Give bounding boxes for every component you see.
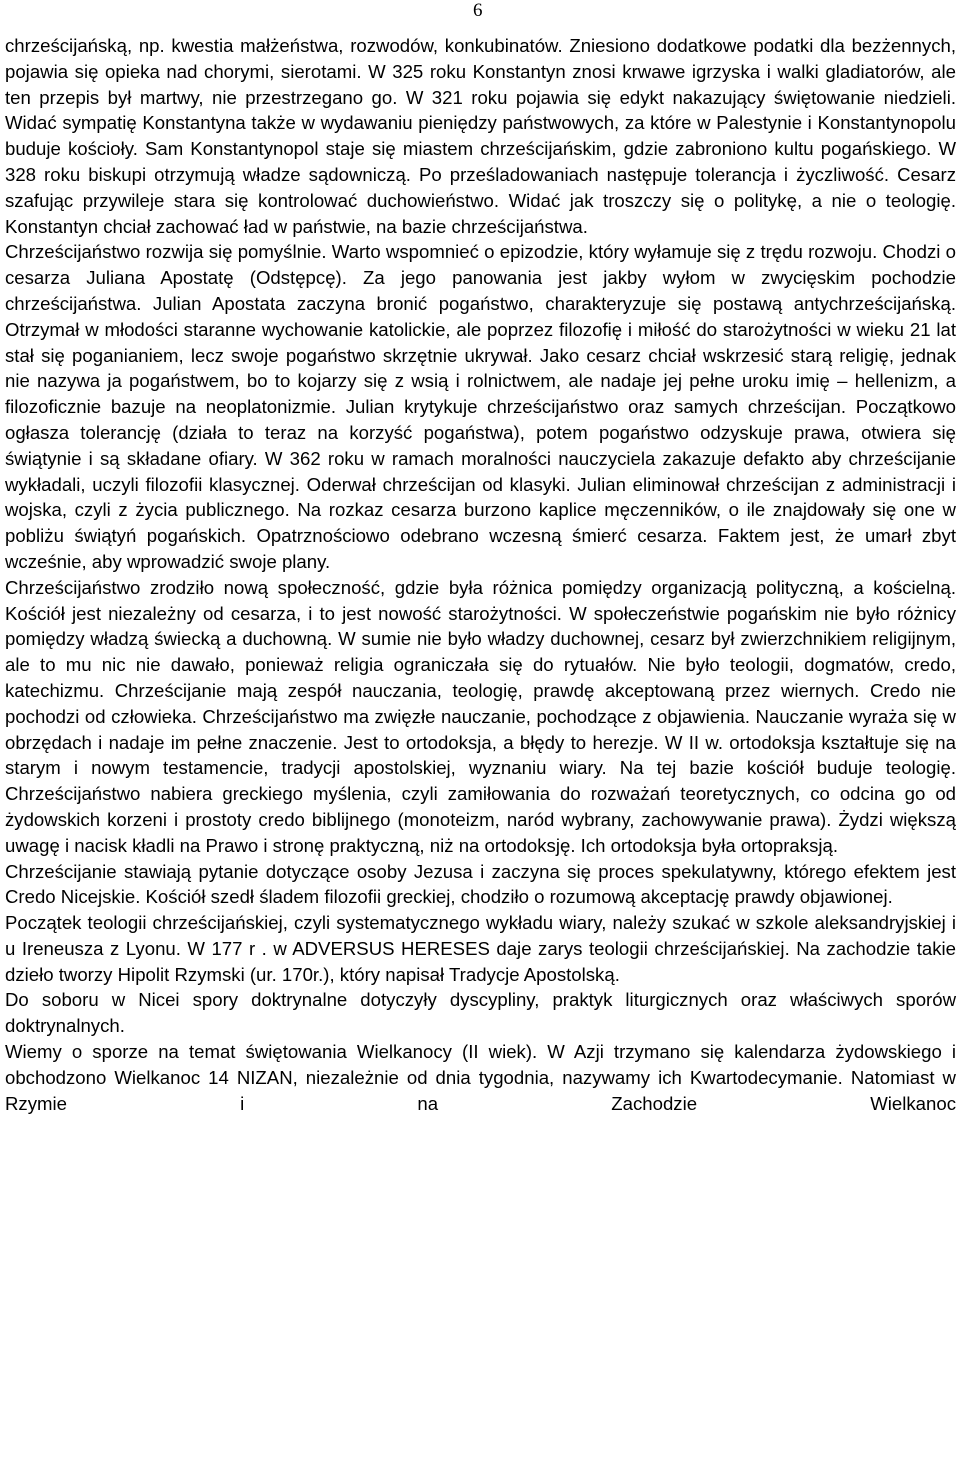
paragraph-orthodoxy: Chrześcijaństwo zrodziło nową społeczność, gdzie była różnica pomiędzy organizacją polityczną, a kościelną. Kościół jest niezależny od cesarza, i to jest nowość starożytności. W społeczeństwie pogańskim nie było różnicy pomiędzy władzą świecką a duchowną. W sumie nie było władzy duchownej, cesarz był zwierzchnikiem religijnym, ale to mu nic nie dawało, ponieważ religia ograniczała się do rytuałów. Nie było teologii, dogmatów, credo, katechizmu. Chrześcijanie mają zespół nauczania, teologię, prawdę akceptowaną przez wiernych. Credo nie pochodzi od człowieka. Chrześcijaństwo ma zwięzłe nauczanie, pochodzące z objawienia. Nauczanie wyraża się w obrzędach i nadaje im pełne znaczenie. Jest to ortodoksja, a błędy to herezje. W II w. ortodoksja kształtuje się na starym i nowym testamencie, tradycji apostolskiej, wyznaniu wiary. Na tej bazie kościół buduje teologię. Chrześcijaństwo nabiera greckiego myślenia, czyli zamiłowania do rozważań teoretycznych, co odcina go od żydowskich korzeni i prostoty credo biblijnego (monoteizm, naród wybrany, zachowywanie prawa). Żydzi większą uwagę i nacisk kładli na Prawo i stronę praktyczną, niż na ortodoksję. Ich ortodoksja była ortopraksją. <box>5 576 956 856</box>
paragraph-julian-apostate: Chrześcijaństwo rozwija się pomyślnie. Warto wspomnieć o epizodzie, który wyłamuje się z trędu rozwoju. Chodzi o cesarza Juliana Apostatę (Odstępcę). Za jego panowania jest jakby wyłom w zwycięskim pochodzie chrześcijaństwa. Julian Apostata zaczyna bronić pogaństwo, charakteryzuje się postawą antychrześcijańską. Otrzymał w młodości staranne wychowanie katolickie, ale poprzez filozofię i miłość do starożytności w wieku 21 lat stał się poganianiem, lecz swoje pogaństwo skrzętnie ukrywał. Jako cesarz chciał wskrzesić starą religię, jednak nie nazywa ja pogaństwem, bo to kojarzy się z wsią i rolnictwem, ale nadaje jej pełne uroku imię – hellenizm, a filozoficznie bazuje na neoplatonizmie. Julian krytykuje chrześcijaństwo oraz samych chrześcijan. Początkowo ogłasza tolerancję (działa to teraz na korzyść pogaństwa), potem pogaństwo odzyskuje prawa, otwiera się świątynie i są składane ofiary. W 362 roku w ramach moralności nauczyciela zakazuje defakto aby chrześcijanie wykładali, uczyli filozofii klasycznej. Oderwał chrześcijan od klasyki. Julian eliminował chrześcijan z administracji i wojska, czyli z życia publicznego. Na rozkaz cesarza burzono kaplice męczenników, o ile znajdowały się one w pobliżu świątyń pogańskich. Opatrznościowo odebrano wczesną śmierć cesarza. Faktem jest, że umarł zbyt wcześnie, aby wprowadzić swoje plany. <box>5 241 956 572</box>
paragraph-easter-dispute: Wiemy o sporze na temat świętowania Wielkanocy (II wiek). W Azji trzymano się kalendarza żydowskiego i obchodzono Wielkanoc 14 NIZAN, niezależnie od dnia tygodnia, nazywamy ich Kwartodecymanie. Natomiast w Rzymie i na Zachodzie Wielkanoc <box>5 1041 956 1114</box>
page-number: 6 <box>473 0 483 21</box>
paragraph-nicene-creed: Chrześcijanie stawiają pytanie dotyczące osoby Jezusa i zaczyna się proces spekulatywny, którego efektem jest Credo Nicejskie. Kościół szedł śladem filozofii greckiej, chodziło o rozumową akceptację prawdy objawionej. <box>5 860 956 908</box>
paragraph-constantine: chrześcijańską, np. kwestia małżeństwa, rozwodów, konkubinatów. Zniesiono dodatkowe podatki dla bezżennych, pojawia się opieka nad chorymi, sierotami. W 325 roku Konstantyn znosi krwawe igrzyska i walki gladiatorów, ale ten przepis był martwy, nie przestrzegano go. W 321 roku pojawia się edykt nakazujący świętowanie niedzieli. Widać sympatię Konstantyna także w wydawaniu pieniędzy państwowych, za które w Palestynie i Konstantynopolu buduje kościoły. Sam Konstantynopol staje się miastem chrześcijańskim, gdzie zabroniono kultu pogańskiego. W 328 roku biskupi otrzymują władze sądowniczą. Po prześladowaniach następuje tolerancja i życzliwość. Cesarz szafując przywileje stara się kontrolować duchowieństwo. Widać jak troszczy się o politykę, a nie o teologię. Konstantyn chciał zachować ład w państwie, na bazie chrześcijaństwa. <box>5 35 956 237</box>
document-body <box>5 33 956 1116</box>
paragraph-beginning-of-theology: Początek teologii chrześcijańskiej, czyli systematycznego wykładu wiary, należy szukać w szkole aleksandryjskiej i u Ireneusza z Lyonu. W 177 r . w ADVERSUS HERESES daje zarys teologii chrześcijańskiej. Na zachodzie takie dzieło tworzy Hipolit Rzymski (ur. 170r.), który napisał Tradycje Apostolską. <box>5 912 956 985</box>
paragraph-council-of-nicaea: Do soboru w Nicei spory doktrynalne dotyczyły dyscypliny, praktyk liturgicznych oraz właściwych sporów doktrynalnych. <box>5 989 956 1037</box>
